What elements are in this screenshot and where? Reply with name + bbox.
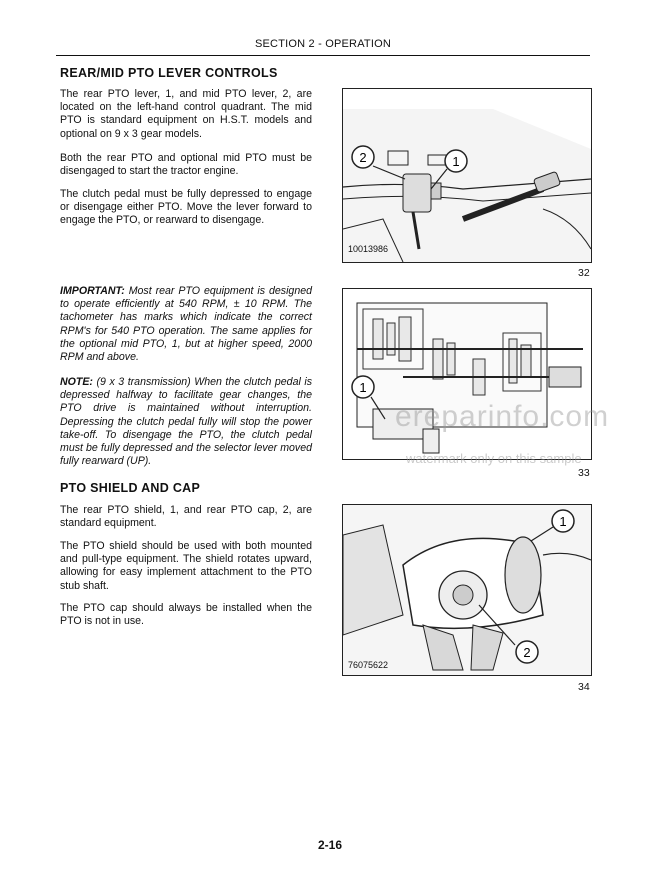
paragraph-clutch-pedal: The clutch pedal must be fully depressed to engage or disengage either PTO. Move the lever forward to engage the PTO, or rearward to disengage. xyxy=(60,188,312,227)
paragraph-shield-use: The PTO shield should be used with both mounted and pull-type equipment. The shield rotates upward, allowing for easy implement attachment to the PTO stub shaft. xyxy=(60,540,312,592)
figure-32-number: 32 xyxy=(578,267,590,279)
section-title-pto-shield: PTO SHIELD AND CAP xyxy=(60,481,201,495)
note-9x3-transmission xyxy=(60,376,312,468)
pto-shield-illustration xyxy=(343,505,591,675)
section-title-pto-lever: REAR/MID PTO LEVER CONTROLS xyxy=(60,66,278,80)
figure-32-id: 10013986 xyxy=(348,244,389,254)
watermark-site: ereparinfo.com xyxy=(395,400,610,433)
figure-34-pto-shield xyxy=(342,504,592,676)
figure-34-number: 34 xyxy=(578,681,590,693)
callout-label-2: 2 xyxy=(523,645,531,660)
important-note xyxy=(60,285,312,364)
paragraph-cap-install: The PTO cap should always be installed when the PTO is not in use. xyxy=(60,602,312,628)
figure-32-pto-levers xyxy=(342,88,592,263)
important-label: IMPORTANT: xyxy=(60,285,125,297)
watermark-notice: watermark only on this sample xyxy=(406,451,582,466)
paragraph-pto-lever-location: The rear PTO lever, 1, and mid PTO lever, 2, are located on the left-hand control quadrant. The mid PTO is standard equipment on H.S.T. models and optional on 9 x 3 gear models. xyxy=(60,88,312,140)
callout-label-2: 2 xyxy=(359,150,367,165)
callout-label-1: 1 xyxy=(559,514,567,529)
callout-label-1: 1 xyxy=(452,154,460,169)
figure-33-transmission xyxy=(342,288,592,460)
important-text: Most rear PTO equipment is designed to operate efficiently at 540 RPM, ± 10 RPM. The tachometer has marks which indicate the correct RPM's for 540 PTO operation. The same applies for the optional mid PTO, 1, but at higher speed, 2000 RPM and above. xyxy=(60,285,312,364)
note-label: NOTE: xyxy=(60,376,93,388)
section-header: SECTION 2 - OPERATION xyxy=(254,38,391,50)
header-rule xyxy=(56,55,590,56)
figure-33-number: 33 xyxy=(578,467,590,479)
paragraph-shield-cap-standard: The rear PTO shield, 1, and rear PTO cap, 2, are standard equipment. xyxy=(60,504,312,530)
figure-34-id: 76075622 xyxy=(348,660,389,670)
pto-lever-illustration xyxy=(343,89,591,262)
note-text: (9 x 3 transmission) When the clutch pedal is depressed halfway to facilitate gear changes, the PTO drive is maintained without interruption. Depressing the clutch pedal fully will stop the power take-off. To disengage the PTO, the clutch pedal must be fully depressed and the selector lever moved fully rearward (UP). xyxy=(60,376,312,468)
paragraph-disengage-to-start: Both the rear PTO and optional mid PTO must be disengaged to start the tractor engine. xyxy=(60,152,312,178)
callout-label-1: 1 xyxy=(359,380,367,395)
page-number: 2-16 xyxy=(317,838,343,852)
